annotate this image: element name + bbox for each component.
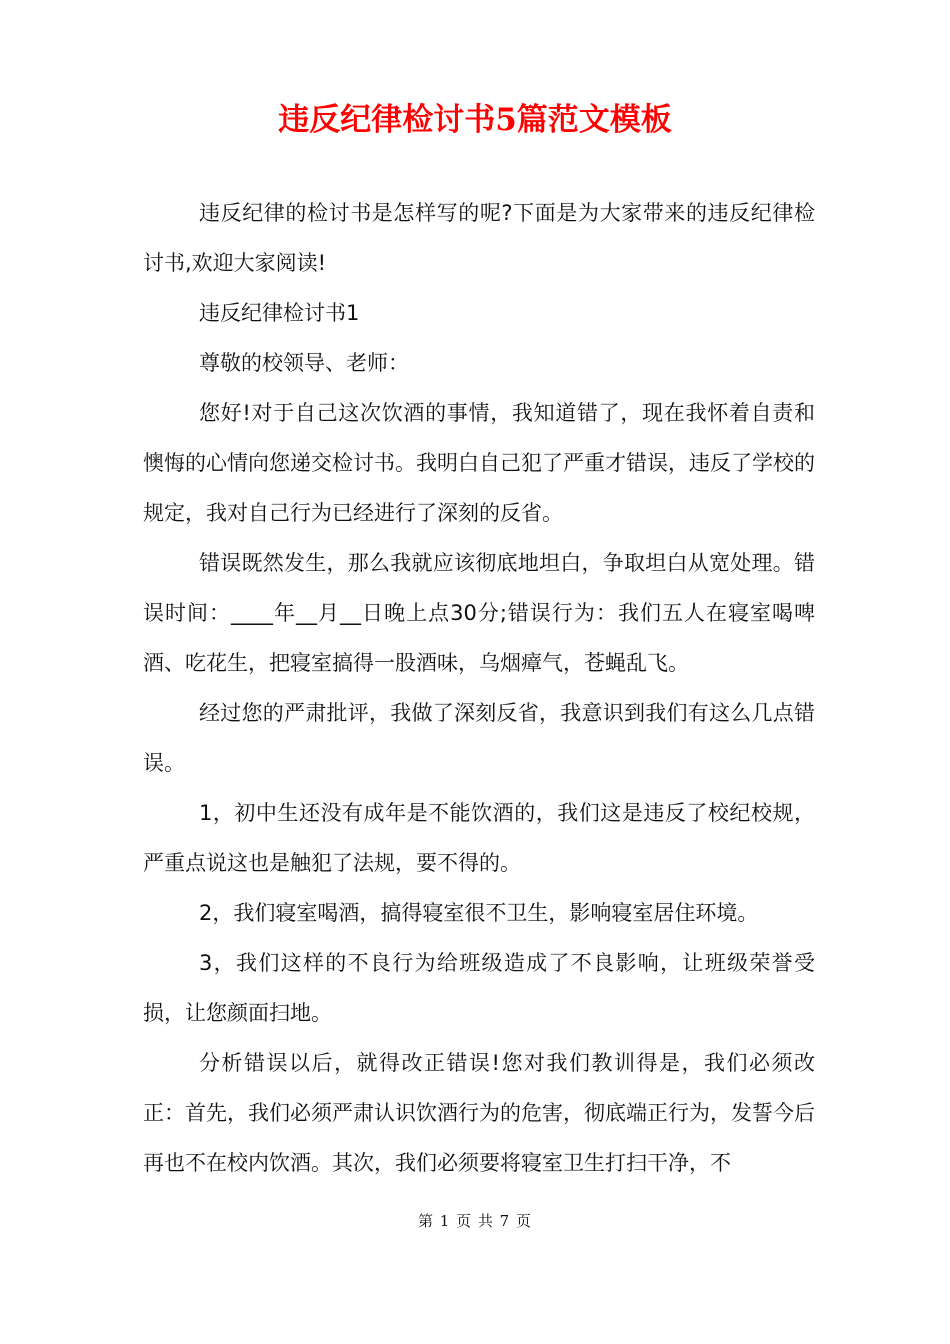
- intro-paragraph: 违反纪律的检讨书是怎样写的呢?下面是为大家带来的违反纪律检讨书,欢迎大家阅读!: [143, 201, 815, 275]
- document-body: [143, 188, 815, 1188]
- page-footer: 第 1 页 共 7 页: [418, 1212, 532, 1230]
- list-item: 1，初中生还没有成年是不能饮酒的，我们这是违反了校纪校规，严重点说这也是触犯了法规，要不得的。: [143, 801, 815, 875]
- body-paragraph: 分析错误以后，就得改正错误!您对我们教训得是，我们必须改正：首先，我们必须严肃认识饮酒行为的危害，彻底端正行为，发誓今后再也不在校内饮酒。其次，我们必须要将寝室卫生打扫干净，不: [143, 1051, 815, 1175]
- body-paragraph: 错误既然发生，那么我就应该彻底地坦白，争取坦白从宽处理。错误时间：____年__月__日晚上点30分;错误行为：我们五人在寝室喝啤酒、吃花生，把寝室搞得一股酒味，乌烟瘴气，苍蝇乱飞。: [143, 551, 815, 675]
- section-heading: 违反纪律检讨书1: [199, 301, 360, 325]
- document-title: 违反纪律检讨书5篇范文模板: [278, 102, 672, 138]
- list-item: 2，我们寝室喝酒，搞得寝室很不卫生，影响寝室居住环境。: [199, 901, 759, 925]
- body-paragraph: 您好!对于自己这次饮酒的事情，我知道错了，现在我怀着自责和懊悔的心情向您递交检讨书。我明白自己犯了严重才错误，违反了学校的规定，我对自己行为已经进行了深刻的反省。: [143, 401, 815, 525]
- body-paragraph: 经过您的严肃批评，我做了深刻反省，我意识到我们有这么几点错误。: [143, 701, 815, 775]
- salutation: 尊敬的校领导、老师：: [199, 351, 409, 375]
- list-item: 3，我们这样的不良行为给班级造成了不良影响，让班级荣誉受损，让您颜面扫地。: [143, 951, 815, 1025]
